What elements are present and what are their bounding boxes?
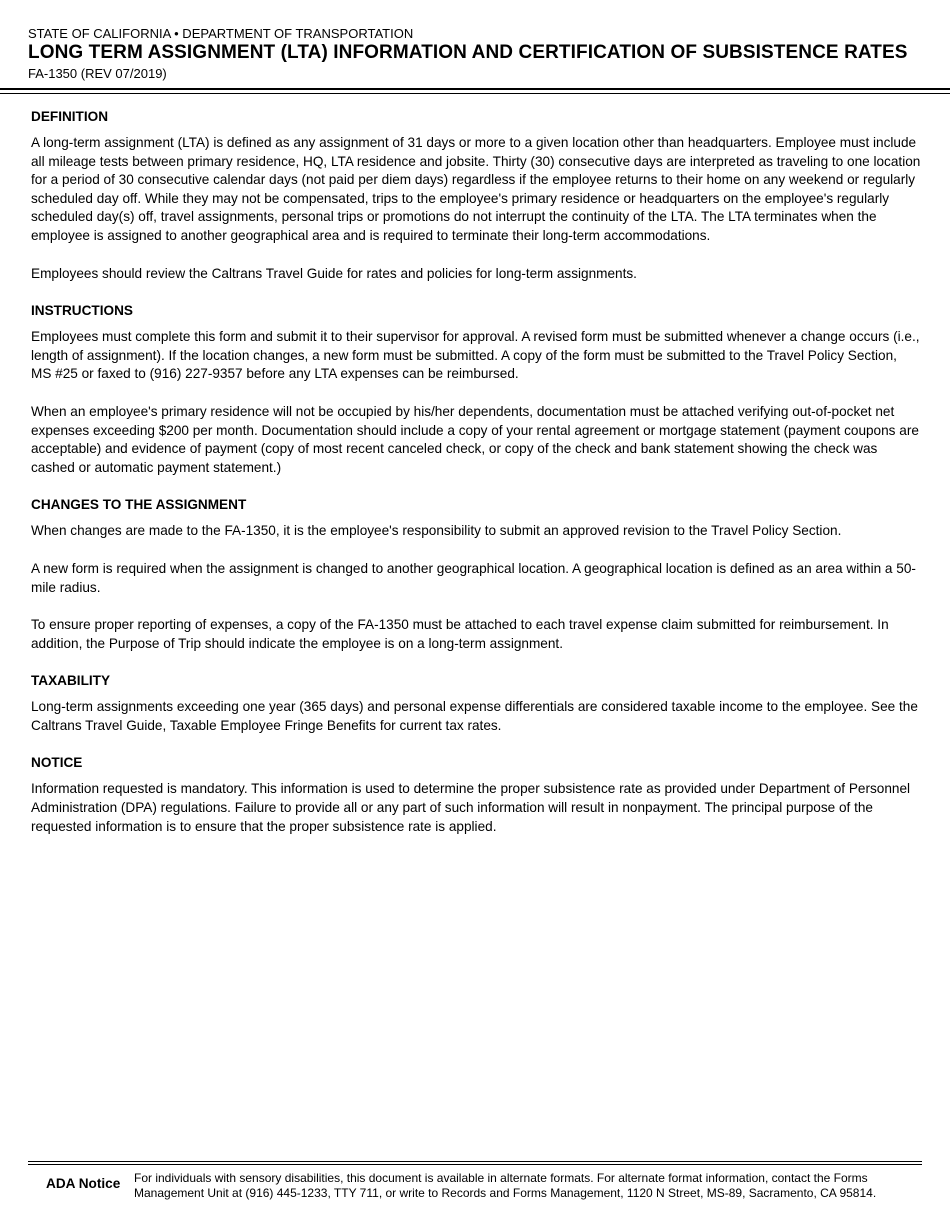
section-heading: DEFINITION	[31, 109, 109, 124]
definition-paragraph: A long-term assignment (LTA) is defined as any assignment of 31 days or more to a given location other than headquarters. Employee must include all mileage tests between primary residence, HQ, LTA residence and jobsite. Thirty (30) consecutive days are interpreted as traveling to one location for a period of 30 consecutive calendar days (not paid per diem days) regardless if the employee returns to their home on any weekend or regularly scheduled day off. While they may not be compensated, trips to the employee's primary residence or headquarters on the employee's regularly scheduled day(s) off, travel assignments, personal trips or promotions do not interrupt the continuity of the LTA. The LTA terminates when the employee is assigned to another geographical area and is required to terminate their long-term accommodations.	[31, 135, 921, 243]
notice-paragraph: Information requested is mandatory. This information is used to determine the proper subsistence rate as provided under Department of Personnel Administration (DPA) regulations. Failure to provide all or any part of such information will result in nonpayment. The principal purpose of the requested information is to ensure that the proper subsistence rate is applied.	[31, 781, 911, 834]
section-heading: NOTICE	[31, 755, 83, 771]
definition-section	[31, 108, 921, 283]
definition-paragraph: Employees should review the Caltrans Travel Guide for rates and policies for long-term assignments.	[31, 265, 637, 281]
taxability-paragraph: Long-term assignments exceeding one year (365 days) and personal expense differentials are considered taxable income to the employee. See the Caltrans Travel Guide, Taxable Employee Fringe Benefits for current tax rates.	[31, 699, 918, 733]
changes-paragraph: When changes are made to the FA-1350, it is the employee's responsibility to submit an approved revision to the Travel Policy Section.	[31, 523, 842, 539]
instructions-section	[31, 302, 921, 477]
footer-divider	[28, 1164, 922, 1165]
form-title: LONG TERM ASSIGNMENT (LTA) INFORMATION AND CERTIFICATION OF SUBSISTENCE RATES	[28, 42, 908, 63]
header-divider-thick	[0, 88, 950, 90]
notice-section	[31, 754, 921, 836]
instructions-paragraph: When an employee's primary residence will not be occupied by his/her dependents, documentation must be attached verifying out-of-pocket net expenses exceeding $200 per month. Documentation should include a copy of your rental agreement or mortgage statement (payment coupons are acceptable) and evidence of payment (copy of most recent canceled check, or copy of the check and bank statement showing the check was cashed or automatic payment statement.)	[31, 403, 919, 475]
ada-notice-label: ADA Notice	[46, 1176, 121, 1191]
form-header	[28, 26, 930, 81]
ada-notice-text: For individuals with sensory disabilities, this document is available in alternate formats. For alternate format information, contact the Forms Management Unit at (916) 445-1233, TTY 711, or write to Records and Forms Management, 1120 N Street, MS-89, Sacramento, CA 95814.	[134, 1171, 877, 1200]
changes-paragraph: To ensure proper reporting of expenses, a copy of the FA-1350 must be attached to each travel expense claim submitted for reimbursement. In addition, the Purpose of Trip should indicate the employee is on a long-term assignment.	[31, 617, 889, 651]
section-heading: TAXABILITY	[31, 673, 111, 689]
instructions-paragraph: Employees must complete this form and submit it to their supervisor for approval. A revised form must be submitted whenever a change occurs (i.e., length of assignment). If the location changes, a new form must be submitted. A copy of the form must be submitted to the Travel Policy Section, MS #25 or faxed to (916) 227-9357 before any LTA expenses can be reimbursed.	[31, 329, 920, 382]
agency-line: STATE OF CALIFORNIA • DEPARTMENT OF TRANSPORTATION	[28, 26, 414, 41]
footer-divider	[28, 1161, 922, 1162]
section-heading: CHANGES TO THE ASSIGNMENT	[31, 497, 247, 513]
header-divider-thin	[0, 93, 950, 94]
section-heading: INSTRUCTIONS	[31, 303, 133, 319]
taxability-section	[31, 672, 921, 735]
form-number: FA-1350 (REV 07/2019)	[28, 66, 167, 81]
changes-paragraph: A new form is required when the assignment is changed to another geographical location. A geographical location is defined as an area within a 50-mile radius.	[31, 560, 916, 595]
changes-section	[31, 496, 921, 653]
form-body	[31, 108, 921, 855]
